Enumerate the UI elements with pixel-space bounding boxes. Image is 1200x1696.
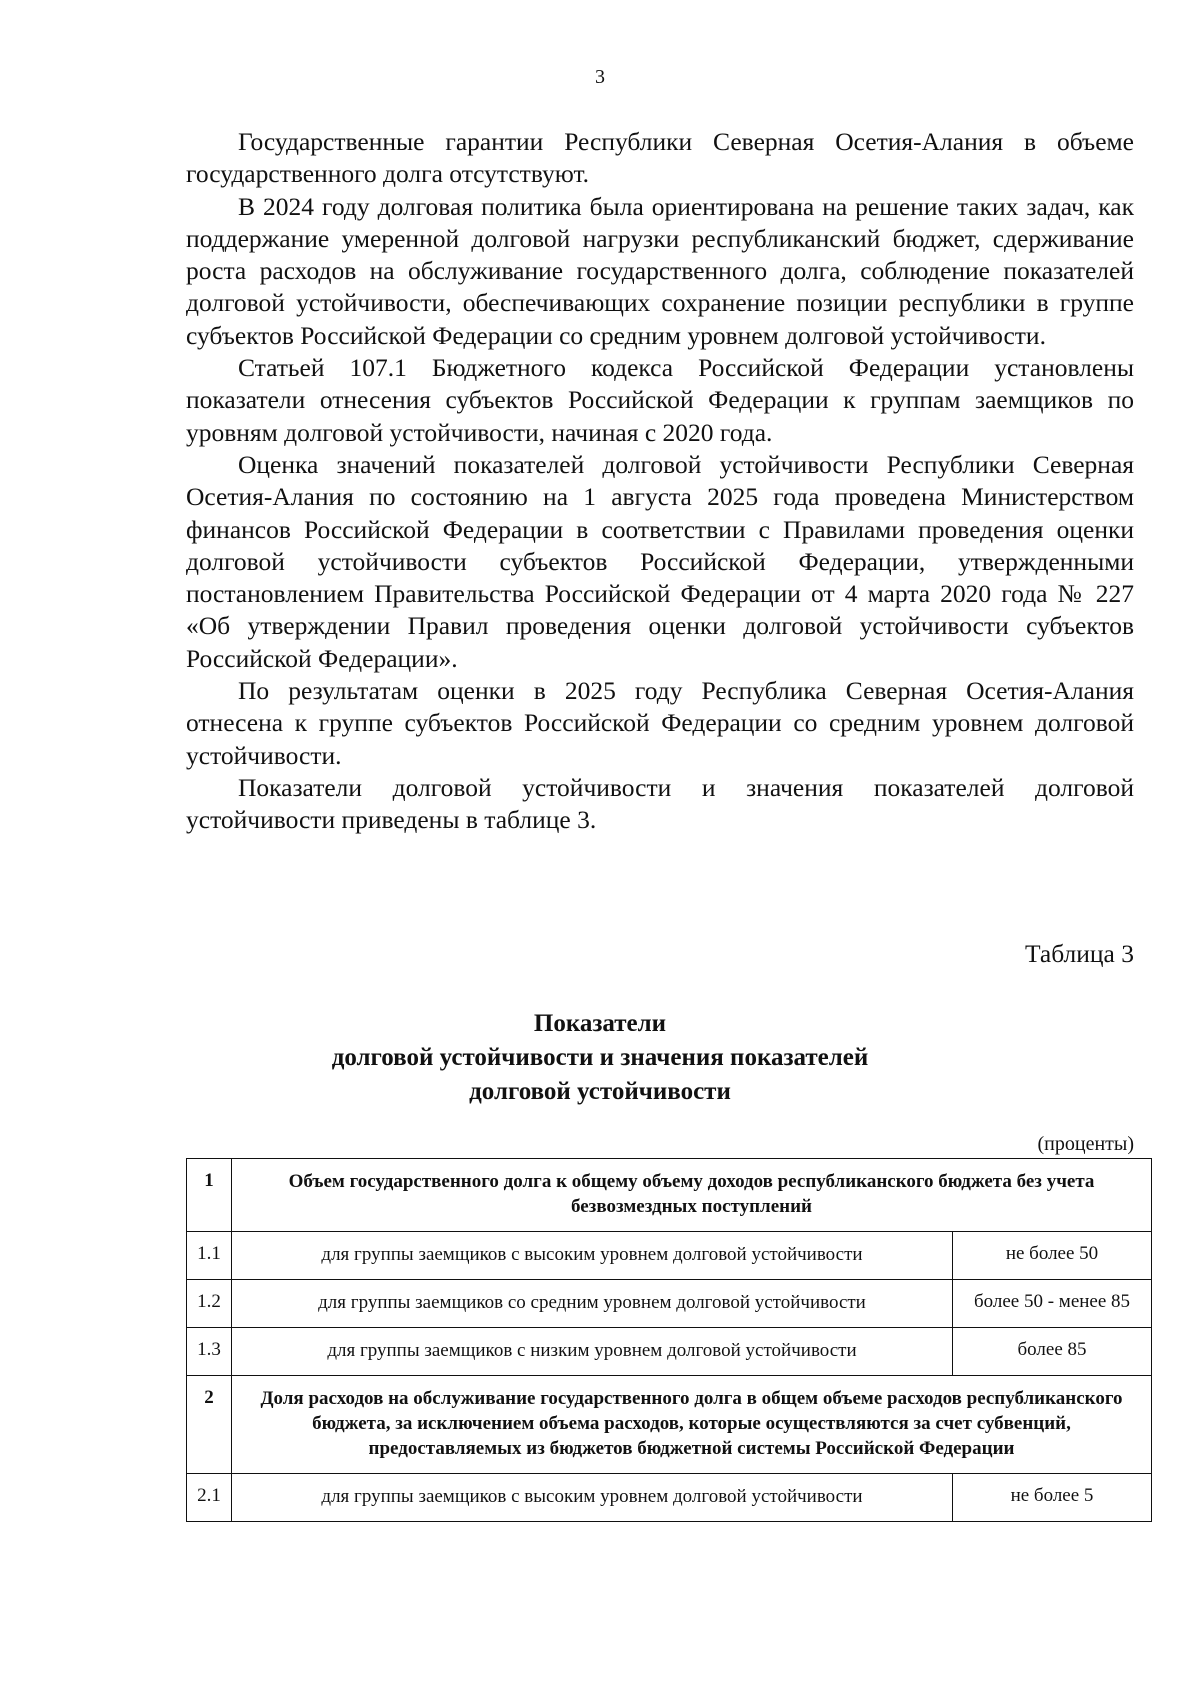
table-row	[187, 1328, 1152, 1376]
table-title-line: долговой устойчивости и значения показателей	[331, 1044, 869, 1071]
row-description: для группы заемщиков со средним уровнем долговой устойчивости	[232, 1280, 953, 1328]
row-description: для группы заемщиков с низким уровнем долговой устойчивости	[232, 1328, 953, 1376]
table-section-row	[187, 1159, 1152, 1232]
table-caption: Таблица 3	[1024, 939, 1134, 968]
indicators-table	[186, 1158, 1152, 1522]
table-row	[187, 1232, 1152, 1280]
table-section-row	[187, 1376, 1152, 1474]
section-heading: Объем государственного долга к общему объему доходов республиканского бюджета без учета безвозмездных поступлений	[232, 1159, 1152, 1232]
row-value: более 50 - менее 85	[953, 1280, 1152, 1328]
table-title	[0, 1007, 1200, 1109]
row-value: не более 50	[953, 1232, 1152, 1280]
table-row	[187, 1474, 1152, 1522]
paragraph-results: По результатам оценки в 2025 году Республика Северная Осетия-Алания отнесена к группе субъектов Российской Федерации со средним уровнем долговой устойчивости.	[186, 676, 1134, 770]
row-description: для группы заемщиков с высоким уровнем долговой устойчивости	[232, 1232, 953, 1280]
paragraph-assessment: Оценка значений показателей долговой устойчивости Республики Северная Осетия-Алания по состоянию на 1 августа 2025 года проведена Министерством финансов Российской Федерации в соответствии с Правилами проведения оценки долговой устойчивости субъектов Российской Федерации, утвержденными постановлением Правительства Российской Федерации от 4 марта 2020 года № 227 «Об утверждении Правил проведения оценки долговой устойчивости субъектов Российской Федерации».	[186, 449, 1134, 673]
page-number: 3	[595, 66, 605, 88]
paragraph-guarantees: Государственные гарантии Республики Северная Осетия-Алания в объеме государственного долга отсутствуют.	[186, 127, 1134, 189]
section-heading: Доля расходов на обслуживание государственного долга в общем объеме расходов республиканского бюджета, за исключением объема расходов, которые осуществляются за счет субвенций, предоставляемых из бюджетов бюджетной системы Российской Федерации	[232, 1376, 1152, 1474]
row-number: 1.2	[187, 1280, 232, 1328]
row-value: более 85	[953, 1328, 1152, 1376]
paragraph-budget-code: Статьей 107.1 Бюджетного кодекса Российской Федерации установлены показатели отнесения субъектов Российской Федерации к группам заемщиков по уровням долговой устойчивости, начиная с 2020 года.	[186, 353, 1134, 447]
table-title-line: Показатели	[533, 1010, 667, 1037]
paragraph-debt-policy: В 2024 году долговая политика была ориентирована на решение таких задач, как поддержание умеренной долговой нагрузки республиканский бюджет, сдерживание роста расходов на обслуживание государственного долга, соблюдение показателей долговой устойчивости, обеспечивающих сохранение позиции республики в группе субъектов Российской Федерации со средним уровнем долговой устойчивости.	[186, 191, 1134, 350]
row-value: не более 5	[953, 1474, 1152, 1522]
units-label: (проценты)	[1037, 1133, 1134, 1155]
row-number: 1.3	[187, 1328, 232, 1376]
row-number: 2.1	[187, 1474, 232, 1522]
paragraph-table-reference: Показатели долговой устойчивости и значения показателей долговой устойчивости приведены в таблице 3.	[186, 772, 1134, 835]
row-number: 1.1	[187, 1232, 232, 1280]
section-number: 1	[187, 1159, 232, 1232]
row-description: для группы заемщиков с высоким уровнем долговой устойчивости	[232, 1474, 953, 1522]
section-number: 2	[187, 1376, 232, 1474]
table-title-line: долговой устойчивости	[469, 1078, 731, 1105]
table-row	[187, 1280, 1152, 1328]
body-text	[186, 126, 1134, 837]
